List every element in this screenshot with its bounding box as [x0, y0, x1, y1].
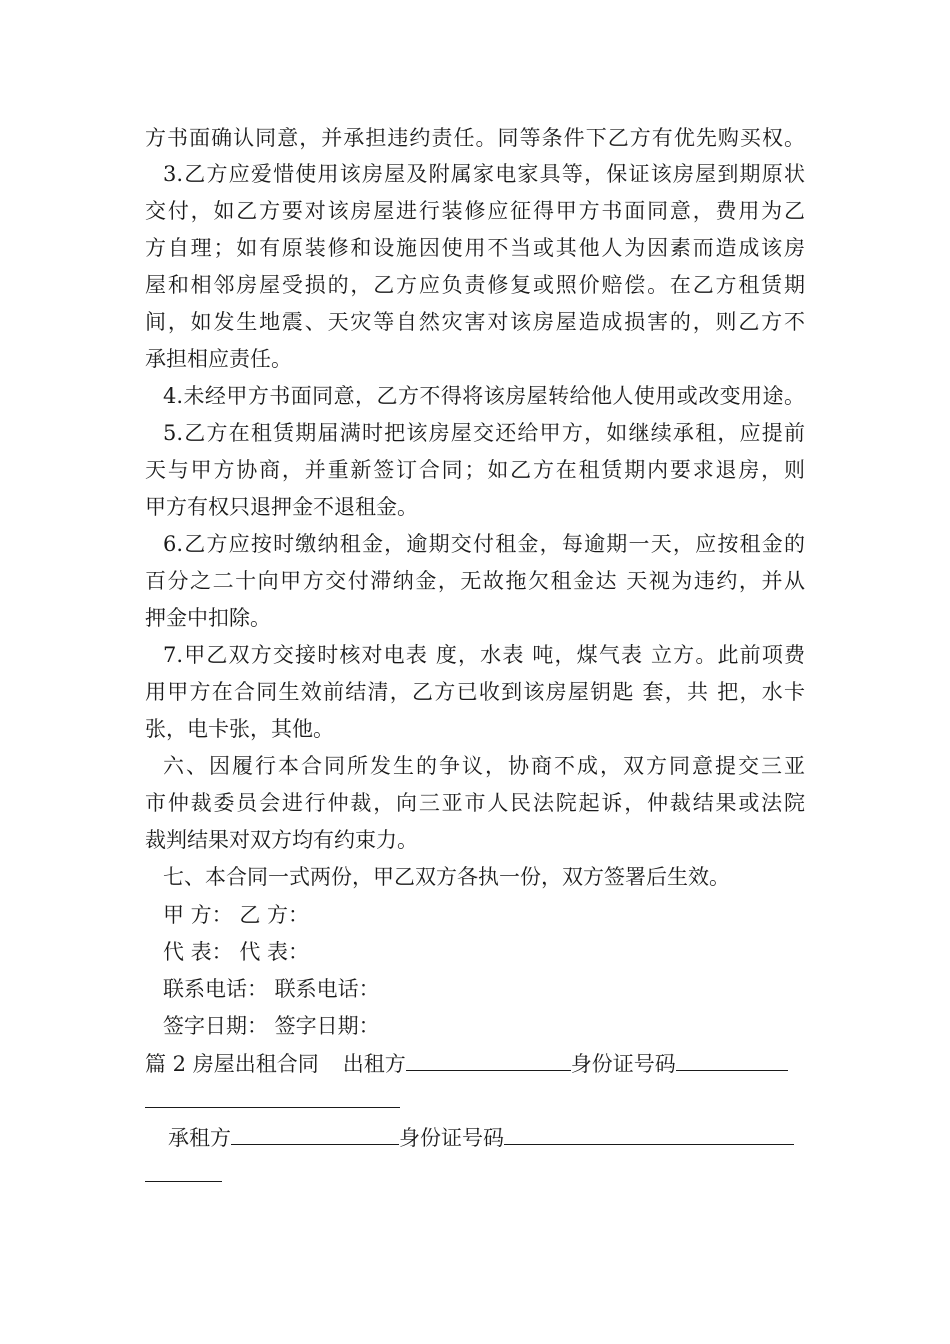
text-line: 市仲裁委员会进行仲裁，向三亚市人民法院起诉，仲裁结果或法院 — [145, 791, 805, 815]
lessor-id-field[interactable] — [676, 1048, 788, 1071]
text-line: 方书面确认同意，并承担违约责任。同等条件下乙方有优先购买权。 — [145, 126, 805, 150]
text-line: 方自理；如有原装修和设施因使用不当或其他人为因素而造成该房 — [145, 236, 805, 260]
lessor-id-continuation — [145, 1085, 400, 1115]
signature-party-line: 甲 方： 乙 方： — [163, 903, 310, 927]
lessee-id-label: 身份证号码 — [399, 1126, 504, 1150]
text-line: 交付，如乙方要对该房屋进行装修应征得甲方书面同意，费用为乙 — [145, 199, 805, 223]
clause-5: 5.乙方在租赁期届满时把该房屋交还给甲方，如继续承租，应提前 — [163, 421, 805, 445]
contract-2-heading: 篇 2 房屋出租合同 — [145, 1052, 319, 1076]
clause-7: 7.甲乙双方交接时核对电表 度，水表 吨，煤气表 立方。此前项费 — [163, 643, 805, 667]
lessee-name-field[interactable] — [231, 1122, 399, 1145]
text-line: 百分之二十向甲方交付滞纳金，无故拖欠租金达 天视为违约，并从 — [145, 569, 805, 593]
section-7: 七、本合同一式两份，甲乙双方各执一份，双方签署后生效。 — [163, 865, 730, 889]
clause-3: 3.乙方应爱惜使用该房屋及附属家电家具等，保证该房屋到期原状 — [163, 162, 805, 186]
lessor-id-label: 身份证号码 — [570, 1052, 676, 1076]
contract-2-header-line — [145, 1048, 788, 1078]
lessee-label: 承租方 — [168, 1126, 231, 1150]
lessor-label: 出租方 — [342, 1052, 406, 1076]
lessee-id-continuation — [145, 1159, 222, 1189]
signature-representative-line: 代 表： 代 表： — [163, 940, 310, 964]
clause-6: 6.乙方应按时缴纳租金，逾期交付租金，每逾期一天，应按租金的 — [163, 532, 805, 556]
lessee-id-field-continued[interactable] — [145, 1159, 222, 1182]
text-line: 承担相应责任。 — [145, 347, 292, 371]
text-line: 押金中扣除。 — [145, 606, 271, 630]
signature-phone-line: 联系电话： 联系电话： — [163, 977, 380, 1001]
section-6: 六、因履行本合同所发生的争议，协商不成，双方同意提交三亚 — [163, 754, 805, 778]
text-line: 用甲方在合同生效前结清，乙方已收到该房屋钥匙 套，共 把，水卡 — [145, 680, 805, 704]
clause-4: 4.未经甲方书面同意，乙方不得将该房屋转给他人使用或改变用途。 — [163, 384, 805, 408]
lessor-name-field[interactable] — [406, 1048, 571, 1071]
lessee-id-field[interactable] — [504, 1122, 794, 1145]
text-line: 间，如发生地震、天灾等自然灾害对该房屋造成损害的，则乙方不 — [145, 310, 805, 334]
lessor-id-field-continued[interactable] — [145, 1085, 400, 1108]
text-line: 天与甲方协商，并重新签订合同；如乙方在租赁期内要求退房，则 — [145, 458, 805, 482]
signature-date-line: 签字日期： 签字日期： — [163, 1014, 380, 1038]
text-line: 裁判结果对双方均有约束力。 — [145, 828, 418, 852]
text-line: 张，电卡张，其他。 — [145, 717, 334, 741]
lessee-line — [168, 1122, 794, 1152]
text-line: 屋和相邻房屋受损的，乙方应负责修复或照价赔偿。在乙方租赁期 — [145, 273, 805, 297]
text-line: 甲方有权只退押金不退租金。 — [145, 495, 418, 519]
